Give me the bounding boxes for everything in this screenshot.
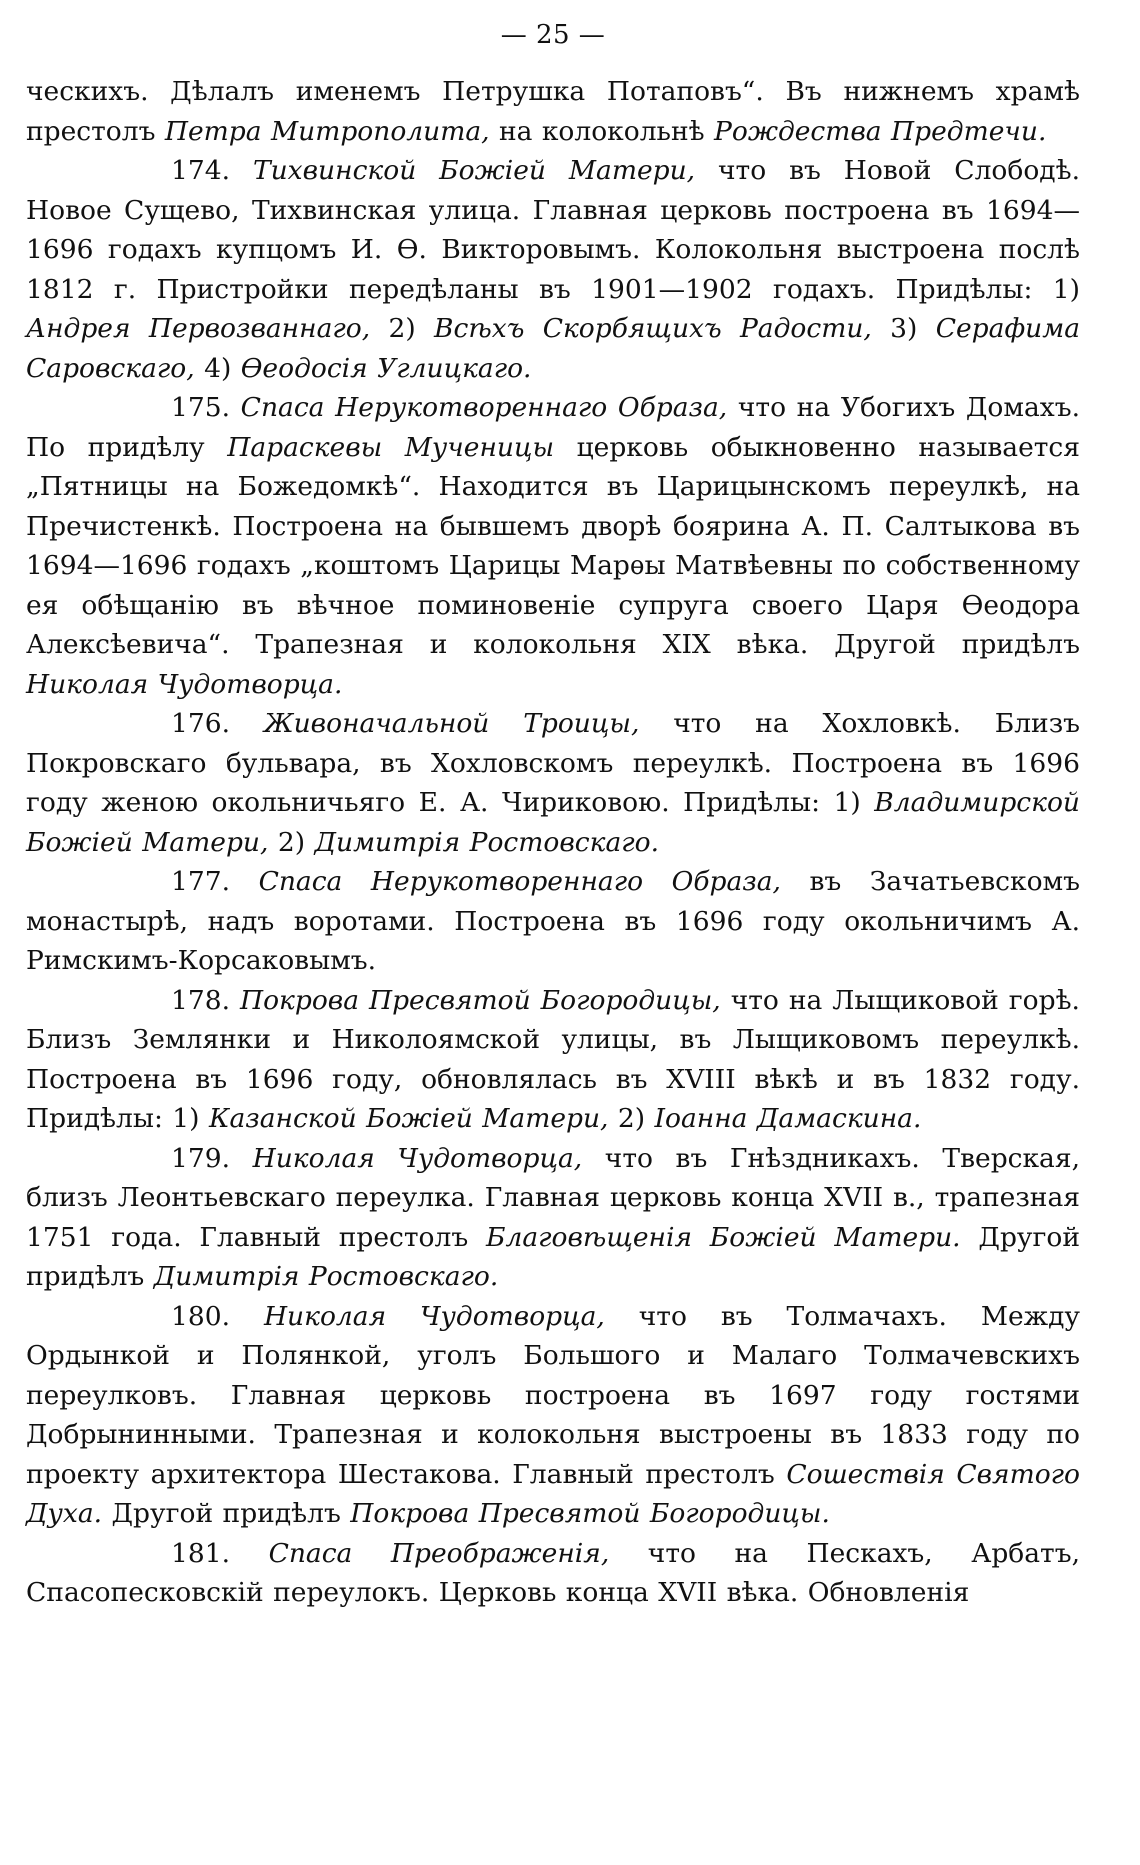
entry-177 [26,862,1080,981]
entry-176 [26,704,1080,862]
text-run: 175. [171,392,241,423]
italic-name-run: Серафима Саровскаго, [26,313,1081,384]
italic-name-run: Сошествія Святого Духа. [26,1458,1080,1529]
page-number: — 25 — [500,20,606,50]
italic-name-run: Владимирской Божіей Матери, [26,787,1080,858]
text-run: что въ Толмачахъ. Между Ордынкой и Полянкой, уголъ Большого и Малаго Толмачевскихъ переулковъ. Главная церковь построена въ 1697 году гостями Добрынинными. Трапезная и колокольня выстроены въ 1833 году по проекту архитектора Шестакова. Главный престолъ [26,1300,1080,1490]
italic-name-run: Іоанна Дамаскина. [654,1103,922,1134]
text-run: Другой придѣлъ [26,1221,1080,1292]
entry-179 [26,1139,1080,1297]
entry-175 [26,388,1080,704]
italic-name-run: Благовѣщенія Божіей Матери. [486,1221,961,1253]
italic-name-run: Николая Чудотворца. [26,668,343,700]
text-run: 176. [171,708,264,739]
italic-name-run: Спаса Нерукотвореннаго Образа, [240,392,728,423]
text-run: 2) [370,313,435,344]
text-run: 174. [171,155,253,186]
italic-name-run: Николая Чудотворца, [252,1142,583,1174]
text-run: 179. [171,1142,253,1174]
text-run: 177. [171,866,259,897]
italic-name-run: Покрова Пресвятой Богородицы, [239,984,721,1016]
italic-name-run: Тихвинской Божіей Матери, [252,155,696,186]
italic-name-run: Димитрія Ростовскаго. [153,1261,499,1292]
italic-name-run: Живоначальной Троицы, [263,708,640,739]
italic-name-run: Спаса Преображенія, [268,1537,610,1569]
italic-name-run: Петра Митрополита, [164,115,490,147]
text-run: что въ Гнѣздникахъ. Тверская, близъ Леонтьевскаго переулка. Главная церковь конца XVII в., трапезная 1751 года. Главный престолъ [26,1142,1080,1253]
paragraph-continuation [26,72,1080,151]
text-run: Другой придѣлъ [102,1498,351,1529]
italic-name-run: Николая Чудотворца, [263,1300,605,1332]
text-run: ческихъ. Дѣлалъ именемъ Петрушка Потаповъ“. Въ нижнемъ храмѣ престолъ [26,76,1080,147]
italic-name-run: Ѳеодосія Углицкаго. [240,352,532,384]
entry-181 [26,1534,1080,1613]
text-run: 3) [871,313,936,344]
text-run: 2) [608,1103,655,1134]
italic-name-run: Казанской Божіей Матери, [208,1103,609,1134]
italic-name-run: Димитрія Ростовскаго. [314,826,660,858]
italic-name-run: Андрея Первозваннаго, [26,313,371,344]
text-run: что въ Новой Слободѣ. Новое Сущево, Тихвинская улица. Главная церковь построена въ 1694—1696 годахъ купцомъ И. Ѳ. Викторовымъ. Колокольня выстроена послѣ 1812 г. Пристройки передѣланы въ 1901—1902 годахъ. Придѣлы: 1) [26,155,1080,305]
text-run: церковь обыкновенно называется „Пятницы на Божедомкѣ“. Находится въ Царицынскомъ переулкѣ, на Пречистенкѣ. Построена на бывшемъ дворѣ боярина А. П. Салтыкова въ 1694—1696 годахъ „коштомъ Царицы Марѳы Матвѣевны по собственному ея обѣщанію въ вѣчное поминовеніе супруга своего Царя Ѳеодора Алексѣевича“. Трапезная и колокольня XIX вѣка. Другой придѣлъ [26,431,1080,660]
italic-name-run: Всѣхъ Скорбящихъ Радости, [434,313,872,344]
entry-174 [26,151,1080,388]
text-run: что на Хохловкѣ. Близъ Покровскаго бульвара, въ Хохловскомъ переулкѣ. Построена въ 1696 году женою окольничьяго Е. А. Чириковою. Придѣлы: 1) [26,708,1081,818]
text-run: 2) [268,826,315,858]
text-run: что на Лыщиковой горѣ. Близъ Землянки и Николоямской улицы, въ Лыщиковомъ переулкѣ. Построена въ 1696 году, обновлялась въ XVIII вѣкѣ и въ 1832 году. Придѣлы: 1) [26,984,1080,1134]
italic-name-run: Рождества Предтечи. [714,115,1047,147]
text-run: что на Убогихъ Домахъ. По придѣлу [26,392,1081,463]
text-run: 4) [194,352,241,384]
text-run: что на Пескахъ, Арбатъ, Спасопесковскій переулокъ. Церковь конца XVII вѣка. Обновленія [26,1537,1080,1608]
text-run: 181. [171,1537,269,1569]
text-run: 178. [171,984,240,1016]
italic-name-run: Спаса Нерукотвореннаго Образа, [258,866,781,897]
italic-name-run: Параскевы Мученицы [227,431,555,463]
text-run: 180. [171,1300,264,1332]
text-run: въ Зачатьевскомъ монастырѣ, надъ воротами. Построена въ 1696 году окольничимъ А. Римскимъ-Корсаковымъ. [26,866,1081,976]
entry-178 [26,981,1080,1139]
entry-180 [26,1297,1080,1534]
text-run: на колокольнѣ [489,115,715,147]
italic-name-run: Покрова Пресвятой Богородицы. [350,1498,830,1529]
